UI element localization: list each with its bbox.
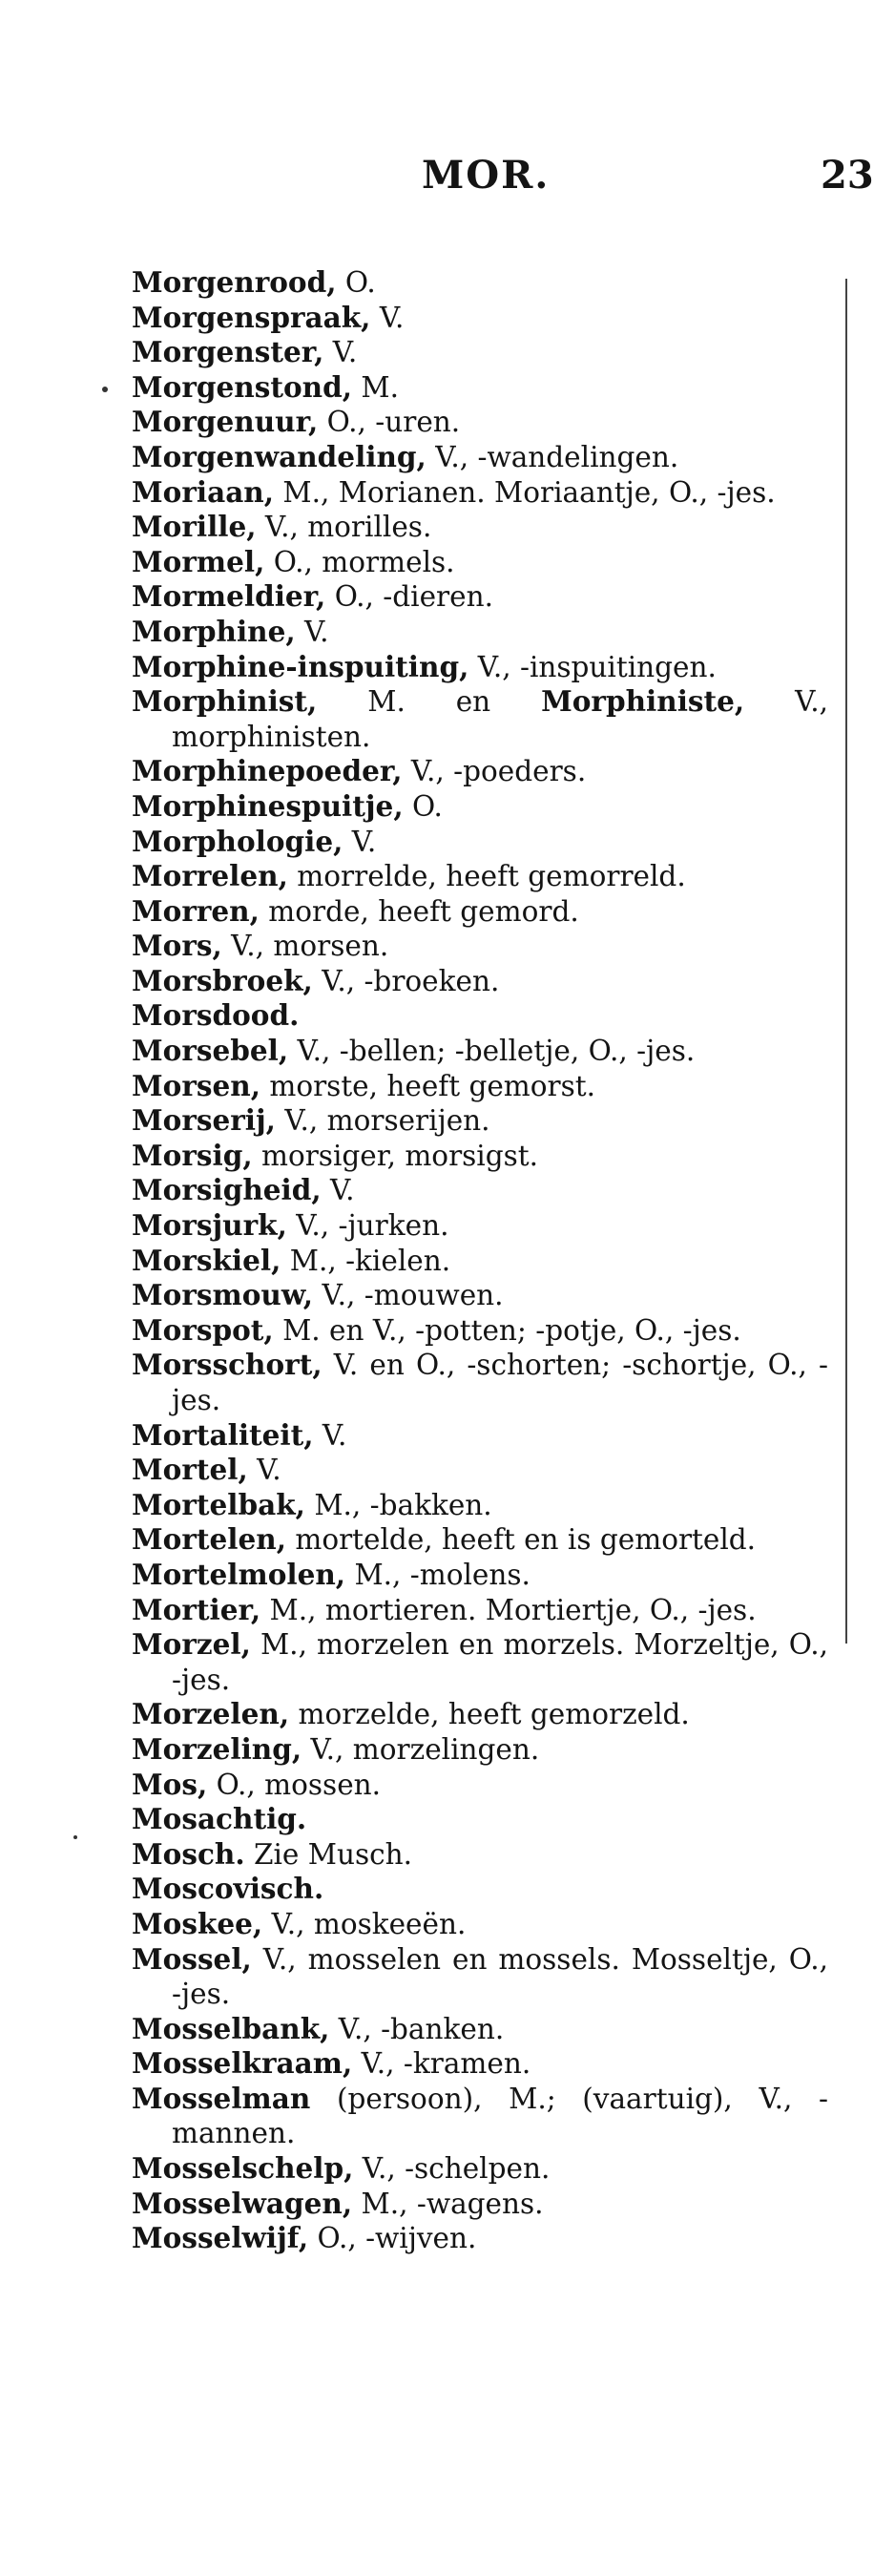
entry-headword: Morren,	[132, 893, 260, 928]
entry-headword: Mosselwijf,	[132, 2221, 309, 2255]
entry-definition: M., -kielen.	[281, 1244, 451, 1277]
entry-headword: Morgenwandeling,	[132, 439, 427, 473]
entry-definition: V., -banken.	[329, 2012, 505, 2045]
entry-definition: V., -kramen.	[352, 2047, 531, 2081]
dictionary-entry	[132, 1244, 828, 1279]
entry-headword: Morrelen,	[132, 859, 288, 893]
entry-headword: Morphologie,	[132, 824, 343, 858]
entry-definition: (persoon), M.; (vaartuig), V., -mannen.	[172, 2082, 828, 2150]
entry-headword: Morsschort,	[132, 1348, 323, 1382]
margin-mark-dot	[102, 387, 108, 392]
dictionary-entry	[132, 825, 828, 860]
dictionary-entry	[132, 335, 828, 370]
entry-definition: M., Morianen. Moriaantje, O., -jes.	[274, 475, 776, 509]
dictionary-entry	[132, 684, 828, 754]
entry-definition: morste, heeft gemorst.	[260, 1069, 596, 1102]
entry-definition: M.	[351, 370, 399, 404]
dictionary-entry	[132, 789, 828, 825]
entry-definition: V.	[323, 336, 358, 369]
entry-definition: M., morzelen en morzels. Morzeltje, O., -jes.	[172, 1628, 828, 1696]
entry-headword: Mosselman	[132, 2081, 311, 2115]
entry-definition: V., -broeken.	[312, 964, 500, 997]
dictionary-entry	[132, 2187, 828, 2222]
entry-headword: Mossel,	[132, 1941, 252, 1976]
dictionary-entry	[132, 754, 828, 789]
dictionary-entry	[132, 510, 828, 545]
dictionary-entry	[132, 1069, 828, 1104]
entry-definition: V., morserijen.	[275, 1104, 490, 1138]
dictionary-entry	[132, 579, 828, 615]
entry-headword: Mortier,	[132, 1592, 261, 1626]
dictionary-entry	[132, 2221, 828, 2256]
entry-definition: V., morilles.	[256, 511, 432, 544]
dictionary-entry	[132, 1837, 828, 1873]
entry-definition: V., morphinisten.	[172, 685, 828, 753]
dictionary-entry	[132, 1418, 828, 1454]
dictionary-entry	[132, 2082, 828, 2151]
entry-definition: M. en	[317, 685, 542, 719]
entry-definition: morrelde, heeft gemorreld.	[287, 860, 686, 893]
entry-headword: Morphinist,	[132, 684, 318, 719]
entry-definition: V., -schelpen.	[353, 2152, 551, 2186]
entry-headword: Morsen,	[132, 1068, 260, 1102]
entry-definition: V.	[370, 301, 405, 334]
dictionary-entry	[132, 475, 828, 511]
dictionary-entry	[132, 1453, 828, 1488]
entry-headword: Morphinespuitje,	[132, 788, 404, 823]
entry-headword: Mortelen,	[132, 1522, 286, 1557]
dictionary-entry	[132, 1103, 828, 1139]
entry-definition: V.	[321, 1174, 355, 1207]
entry-headword: Mors,	[132, 929, 222, 963]
entry-headword: Moriaan,	[132, 474, 275, 509]
entry-definition: mortelde, heeft en is gemorteld.	[285, 1523, 757, 1557]
dictionary-entry	[132, 1488, 828, 1523]
dictionary-entry	[132, 1173, 828, 1208]
entry-headword: Morgenster,	[132, 335, 324, 369]
entry-definition: V.	[247, 1454, 281, 1487]
entry-headword: Morsbroek,	[132, 963, 313, 997]
dictionary-entry	[132, 1697, 828, 1732]
entry-headword: Mormel,	[132, 544, 265, 578]
entry-headword: Morille,	[132, 510, 257, 544]
entry-definition: V., mosselen en mossels. Mosseltje, O., -jes.	[172, 1942, 828, 2011]
entry-definition: V.	[343, 825, 377, 858]
entry-definition: M. en V., -potten; -potje, O., -jes.	[273, 1313, 741, 1347]
dictionary-entry	[132, 1208, 828, 1244]
entry-definition: O.	[403, 789, 443, 823]
dictionary-entry	[132, 370, 828, 406]
entry-definition: V., -poeders.	[402, 755, 587, 788]
entry-definition: O., mossen.	[207, 1768, 382, 1801]
dictionary-entry	[132, 2046, 828, 2082]
dictionary-entry	[132, 301, 828, 336]
entry-headword: Morspot,	[132, 1312, 274, 1347]
dictionary-entry	[132, 894, 828, 930]
dictionary-entry	[132, 1627, 828, 1697]
entry-headword: Mos,	[132, 1767, 208, 1801]
entry-definition: V., -inspuitingen.	[468, 650, 717, 683]
entry-headword: Morskiel,	[132, 1243, 281, 1277]
entry-headword: Morsebel,	[132, 1034, 289, 1068]
entry-definition: O.	[336, 266, 376, 299]
entry-definition: V., -bellen; -belletje, O., -jes.	[288, 1035, 696, 1068]
entry-definition: V., -jurken.	[286, 1209, 449, 1243]
entry-definition: morzelde, heeft gemorzeld.	[289, 1698, 690, 1731]
entry-headword: Morphiniste,	[541, 684, 745, 719]
column-rule	[845, 279, 847, 1644]
entry-headword: Mosselkraam,	[132, 2046, 353, 2081]
entry-headword: Mortaliteit,	[132, 1417, 314, 1452]
dictionary-entry	[132, 1732, 828, 1768]
dictionary-entry	[132, 265, 828, 301]
entry-definition: V., morzelingen.	[302, 1732, 540, 1766]
entry-definition: O., -dieren.	[325, 580, 493, 614]
dictionary-entry	[132, 929, 828, 964]
entry-headword: Morphine-inspuiting,	[132, 649, 469, 683]
entry-definition: V.	[295, 615, 329, 648]
entry-definition: O., -uren.	[318, 406, 461, 439]
dictionary-entry	[132, 2012, 828, 2047]
entry-definition: V., moskeeën.	[262, 1907, 467, 1940]
entry-headword: Morsjurk,	[132, 1208, 287, 1243]
dictionary-entry	[132, 1522, 828, 1558]
dictionary-entry	[132, 2151, 828, 2187]
dictionary-entry	[132, 1907, 828, 1942]
dictionary-entry-list	[132, 265, 828, 2256]
entry-definition: O., mormels.	[264, 545, 455, 578]
entry-definition: V., -wandelingen.	[426, 440, 679, 473]
entry-headword: Morsigheid,	[132, 1173, 322, 1207]
entry-headword: Morphine,	[132, 614, 296, 648]
entry-headword: Mortel,	[132, 1453, 248, 1487]
entry-headword: Morserij,	[132, 1103, 276, 1138]
entry-definition: V., -mouwen.	[313, 1279, 504, 1312]
entry-headword: Morgenrood,	[132, 265, 337, 299]
entry-headword: Moskee,	[132, 1906, 263, 1940]
dictionary-entry	[132, 964, 828, 999]
entry-headword: Mosselbank,	[132, 2011, 330, 2045]
dictionary-entry	[132, 1348, 828, 1417]
entry-definition: M., -bakken.	[304, 1488, 492, 1521]
entry-headword: Morphinepoeder,	[132, 754, 403, 788]
dictionary-entry	[132, 1034, 828, 1069]
dictionary-entry	[132, 650, 828, 685]
entry-definition: M., mortieren. Mortiertje, O., -jes.	[260, 1593, 757, 1626]
entry-definition: V., morsen.	[221, 930, 389, 963]
dictionary-entry	[132, 1872, 828, 1907]
dictionary-entry	[132, 1139, 828, 1174]
entry-definition: V. en O., -schorten; -schortje, O., -jes.	[172, 1349, 828, 1416]
entry-headword: Mosachtig.	[132, 1802, 307, 1836]
dictionary-entry	[132, 440, 828, 475]
dictionary-entry	[132, 1593, 828, 1628]
entry-definition: M., -wagens.	[352, 2187, 544, 2220]
entry-headword: Mosch.	[132, 1836, 245, 1871]
entry-definition: morsiger, morsigst.	[252, 1139, 539, 1172]
dictionary-entry	[132, 1942, 828, 2012]
page-number: 23	[821, 153, 874, 198]
entry-headword: Moscovisch.	[132, 1872, 324, 1906]
dictionary-entry	[132, 1313, 828, 1349]
dictionary-entry	[132, 1802, 828, 1837]
entry-definition: Zie Musch.	[244, 1837, 413, 1871]
dictionary-entry	[132, 1278, 828, 1313]
dictionary-entry	[132, 615, 828, 650]
entry-headword: Mosselschelp,	[132, 2151, 354, 2186]
entry-headword: Morsdood.	[132, 998, 300, 1033]
entry-headword: Morzelen,	[132, 1697, 290, 1731]
entry-definition: M., -molens.	[345, 1558, 531, 1591]
entry-definition: morde, heeft gemord.	[259, 894, 579, 928]
entry-headword: Morgenuur,	[132, 405, 319, 439]
dictionary-entry	[132, 1558, 828, 1593]
entry-headword: Morgenspraak,	[132, 300, 371, 334]
entry-headword: Mosselwagen,	[132, 2186, 353, 2220]
entry-definition: V.	[313, 1418, 347, 1452]
page-header-title: MOR.	[422, 153, 551, 198]
entry-headword: Mormeldier,	[132, 579, 326, 614]
dictionary-entry	[132, 545, 828, 580]
dictionary-entry	[132, 405, 828, 440]
entry-headword: Mortelmolen,	[132, 1557, 346, 1591]
entry-headword: Morzel,	[132, 1627, 251, 1662]
entry-headword: Morzeling,	[132, 1731, 302, 1766]
entry-headword: Morsig,	[132, 1138, 253, 1172]
entry-definition: O., -wijven.	[308, 2222, 477, 2255]
dictionary-entry	[132, 1768, 828, 1803]
entry-headword: Mortelbak,	[132, 1487, 305, 1521]
entry-headword: Morgenstond,	[132, 369, 352, 404]
margin-mark-dot	[73, 1835, 77, 1839]
dictionary-entry	[132, 998, 828, 1034]
entry-headword: Morsmouw,	[132, 1278, 314, 1312]
dictionary-entry	[132, 859, 828, 894]
